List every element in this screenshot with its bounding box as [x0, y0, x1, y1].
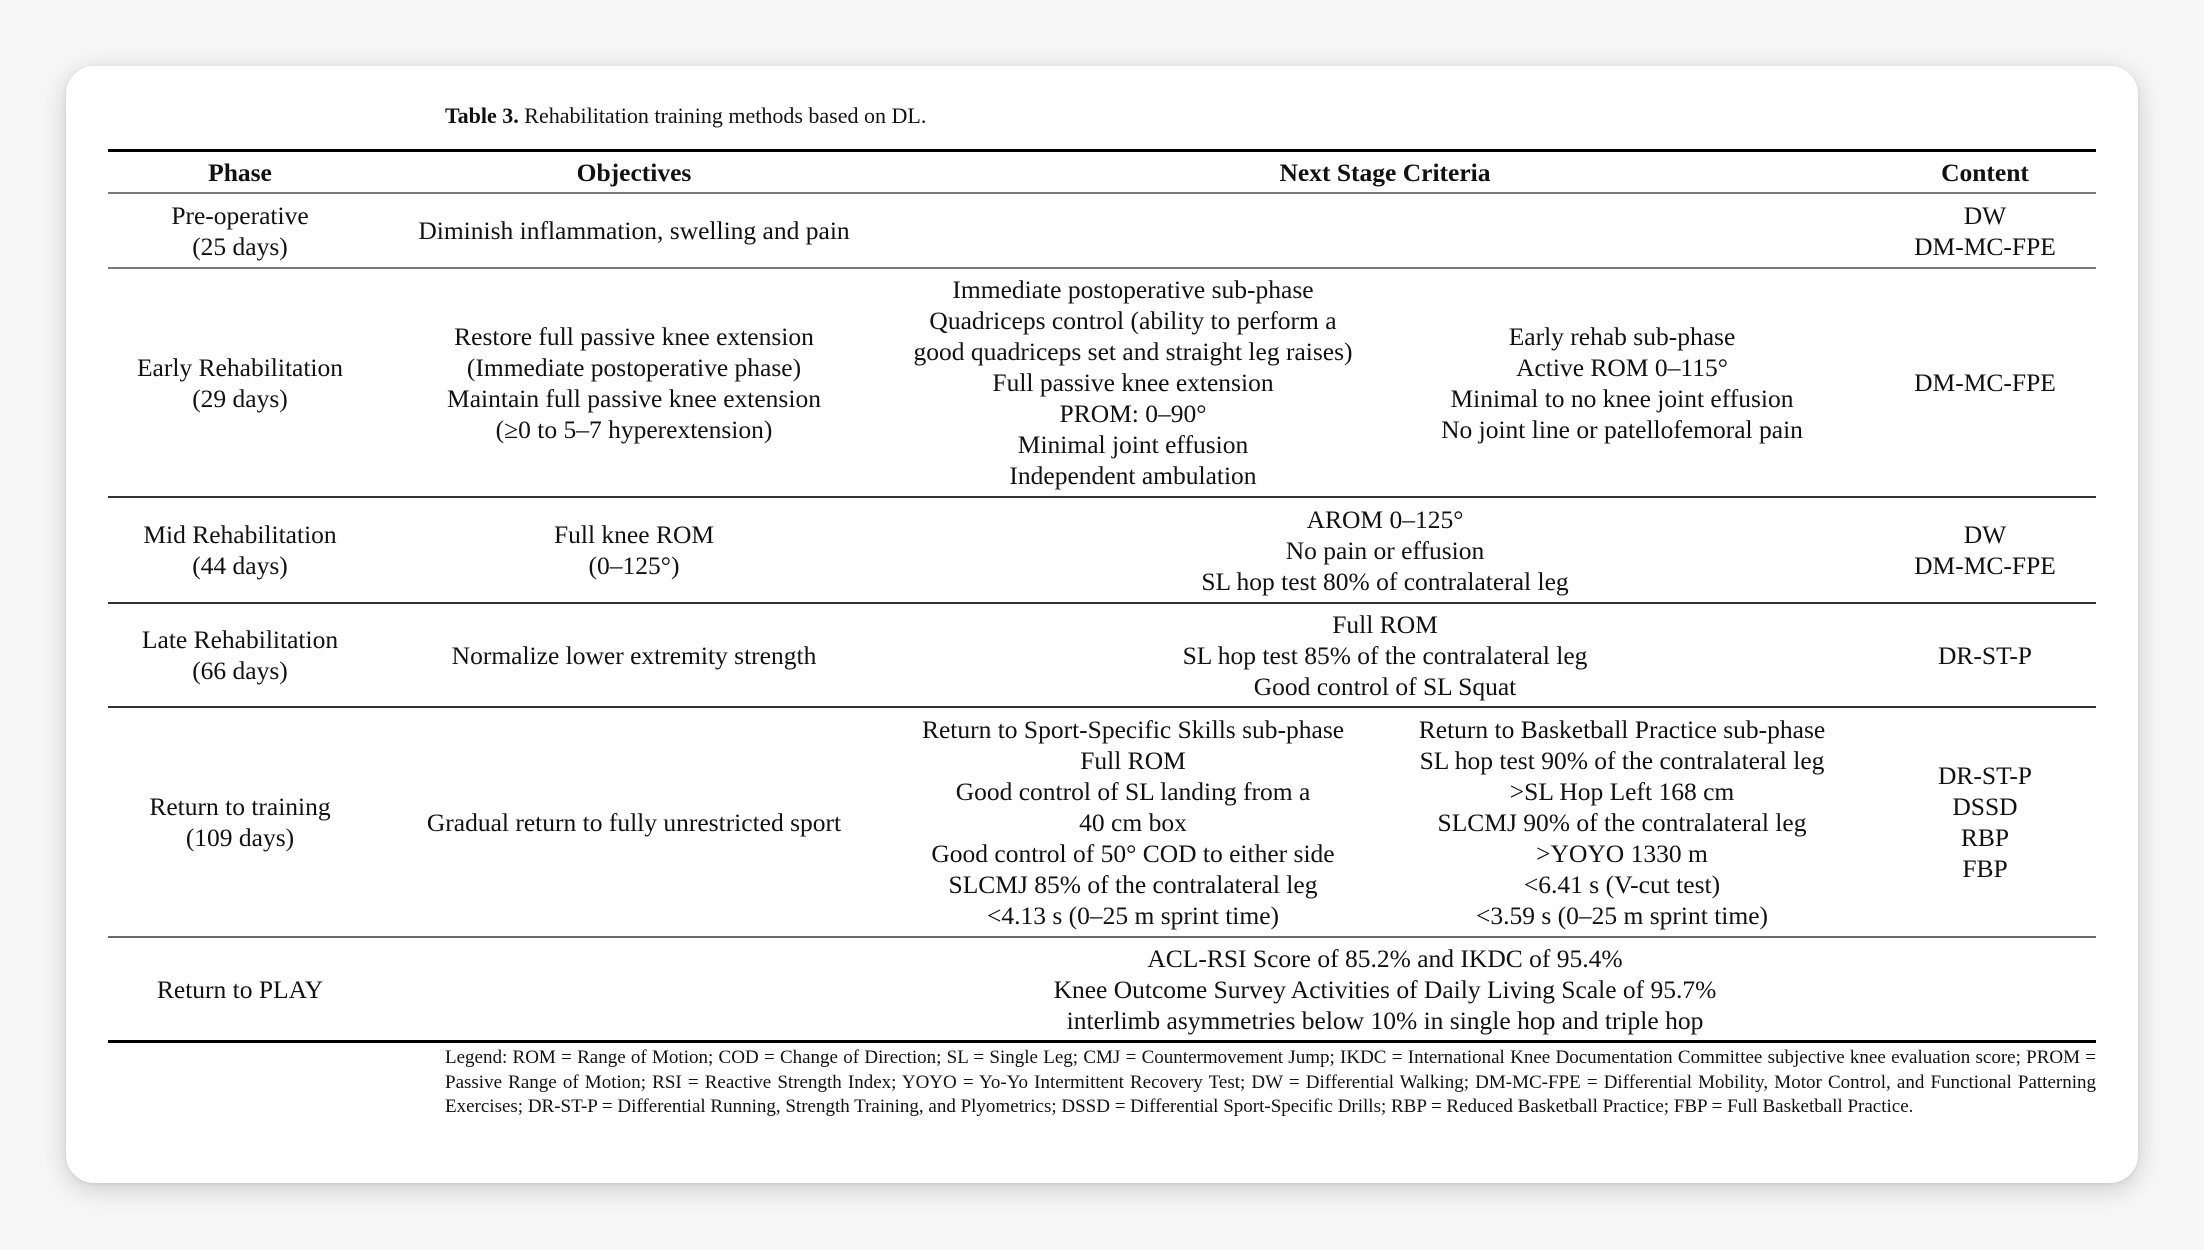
criteria-line: Immediate postoperative sub-phase [952, 275, 1314, 304]
criteria-line: AROM 0–125° [1306, 504, 1464, 534]
criteria-line: Knee Outcome Survey Activities of Daily Living Scale of 95.7% [1053, 974, 1717, 1004]
criteria-line: Good control of 50° COD to either side [931, 838, 1335, 868]
criteria-line: SL hop test 90% of the contralateral leg [1419, 745, 1825, 775]
objective-line: Maintain full passive knee extension [447, 383, 821, 413]
cell-criteria [896, 937, 1874, 1042]
cell-phase [108, 193, 372, 268]
cell-content [1874, 268, 2096, 497]
cell-content [1874, 193, 2096, 268]
criteria-line: Quadriceps control (ability to perform a [929, 306, 1337, 335]
header-content: Content [1941, 157, 2029, 187]
criteria-line: 40 cm box [1079, 807, 1187, 837]
content-item: DM-MC-FPE [1914, 368, 2056, 397]
content-item: FBP [1962, 854, 2008, 883]
table-row [108, 937, 2096, 1042]
table-row [108, 707, 2096, 937]
table-caption-text: Rehabilitation training methods based on DL. [518, 103, 927, 128]
phase-name: Pre-operative [171, 200, 309, 230]
header-objectives: Objectives [576, 157, 692, 187]
cell-criteria [896, 193, 1874, 268]
criteria-line: Full passive knee extension [992, 368, 1274, 397]
cell-phase [108, 603, 372, 707]
cell-phase [108, 497, 372, 603]
content-item: DW [1963, 200, 2007, 230]
cell-criteria-subphase-2 [1370, 268, 1874, 497]
cell-objectives [372, 497, 896, 603]
criteria-line: No pain or effusion [1285, 535, 1485, 565]
table-caption [445, 102, 926, 130]
criteria-line: SL hop test 80% of contralateral leg [1201, 566, 1569, 596]
table-row [108, 497, 2096, 603]
cell-objectives [372, 937, 896, 1042]
phase-duration: (25 days) [192, 231, 288, 261]
cell-phase [108, 707, 372, 937]
phase-duration: (29 days) [192, 383, 288, 413]
criteria-line: PROM: 0–90° [1059, 399, 1207, 428]
cell-phase [108, 268, 372, 497]
objective-line: Restore full passive knee extension [454, 321, 814, 351]
objective-line: (Immediate postoperative phase) [466, 352, 802, 382]
table-header-row [108, 151, 2096, 194]
content-item: DM-MC-FPE [1914, 551, 2056, 580]
criteria-line: Good control of SL Squat [1253, 671, 1517, 701]
cell-content [1874, 497, 2096, 603]
objective-line: Normalize lower extremity strength [451, 640, 817, 670]
objective-line: Gradual return to fully unrestricted sport [426, 807, 842, 837]
cell-criteria-subphase-2 [1370, 707, 1874, 937]
criteria-line: Full ROM [1332, 609, 1438, 639]
criteria-line: ACL-RSI Score of 85.2% and IKDC of 95.4% [1147, 943, 1623, 973]
content-item: DM-MC-FPE [1914, 231, 2056, 261]
criteria-line: SLCMJ 90% of the contralateral leg [1437, 807, 1807, 837]
table-legend: Legend: ROM = Range of Motion; COD = Change of Direction; SL = Single Leg; CMJ = Countermovement Jump; IKDC = International Knee Documentation Committee subjective knee evaluation score; PROM = Passive Range of Motion; RSI = Reactive Strength Index; YOYO = Yo-Yo Intermittent Recovery Test; DW = Differential Walking; DM-MC-FPE = Differential Mobility, Motor Control, and Functional Patterning Exercises; DR-ST-P = Differential Running, Strength Training, and Plyometrics; DSSD = Differential Sport-Specific Drills; RBP = Reduced Basketball Practice; FBP = Full Basketball Practice. [445, 1047, 2096, 1117]
criteria-line: SLCMJ 85% of the contralateral leg [948, 869, 1318, 899]
header-phase: Phase [208, 157, 272, 187]
criteria-line: interlimb asymmetries below 10% in single hop and triple hop [1066, 1005, 1704, 1035]
criteria-line: SL hop test 85% of the contralateral leg [1182, 640, 1588, 670]
table-row [108, 603, 2096, 707]
criteria-line: >YOYO 1330 m [1536, 838, 1708, 868]
cell-phase [108, 937, 372, 1042]
phase-name: Mid Rehabilitation [143, 520, 337, 549]
table-row [108, 193, 2096, 268]
criteria-line: No joint line or patellofemoral pain [1441, 414, 1803, 444]
objective-line: Full knee ROM [553, 520, 715, 549]
criteria-line: Minimal joint effusion [1017, 430, 1249, 459]
content-item: DR-ST-P [1937, 761, 2032, 790]
phase-name: Late Rehabilitation [141, 625, 339, 654]
cell-criteria [896, 603, 1874, 707]
phase-duration: (44 days) [192, 551, 288, 580]
table-row [108, 268, 2096, 497]
phase-name: Early Rehabilitation [136, 352, 344, 382]
cell-objectives [372, 707, 896, 937]
phase-name: Return to training [149, 792, 331, 821]
content-item: DSSD [1952, 792, 2018, 821]
content-item: DW [1963, 520, 2007, 549]
phase-duration: (66 days) [192, 656, 288, 685]
cell-objectives [372, 268, 896, 497]
criteria-line: Minimal to no knee joint effusion [1450, 383, 1794, 413]
criteria-line: Active ROM 0–115° [1516, 352, 1728, 382]
objective-line: Diminish inflammation, swelling and pain [418, 216, 850, 245]
criteria-line: Good control of SL landing from a [955, 776, 1311, 806]
criteria-line: Return to Basketball Practice sub-phase [1418, 714, 1826, 744]
criteria-line: Independent ambulation [1009, 461, 1257, 490]
phase-name: Return to PLAY [156, 974, 324, 1004]
cell-objectives [372, 193, 896, 268]
content-item: DR-ST-P [1937, 640, 2032, 670]
cell-criteria-subphase-1 [896, 268, 1370, 497]
cell-content [1874, 707, 2096, 937]
phase-duration: (109 days) [185, 823, 295, 852]
objective-line: (≥0 to 5–7 hyperextension) [495, 414, 773, 444]
cell-criteria-subphase-1 [896, 707, 1370, 937]
content-item: RBP [1960, 823, 2010, 852]
cell-content [1874, 603, 2096, 707]
cell-content [1874, 937, 2096, 1042]
header-next-stage-criteria: Next Stage Criteria [1279, 157, 1491, 187]
criteria-line: Return to Sport-Specific Skills sub-phase [921, 714, 1345, 744]
criteria-line: <3.59 s (0–25 m sprint time) [1475, 900, 1769, 930]
criteria-line: <6.41 s (V-cut test) [1523, 869, 1721, 899]
criteria-line: good quadriceps set and straight leg raises) [913, 337, 1353, 366]
criteria-line: <4.13 s (0–25 m sprint time) [986, 900, 1280, 930]
criteria-line: Full ROM [1080, 745, 1186, 775]
criteria-line: Early rehab sub-phase [1508, 321, 1736, 351]
objective-line: (0–125°) [588, 551, 680, 580]
criteria-line: >SL Hop Left 168 cm [1509, 776, 1735, 806]
rehab-table [108, 149, 2096, 1043]
cell-criteria [896, 497, 1874, 603]
cell-objectives [372, 603, 896, 707]
table-caption-label: Table 3. [445, 103, 519, 128]
